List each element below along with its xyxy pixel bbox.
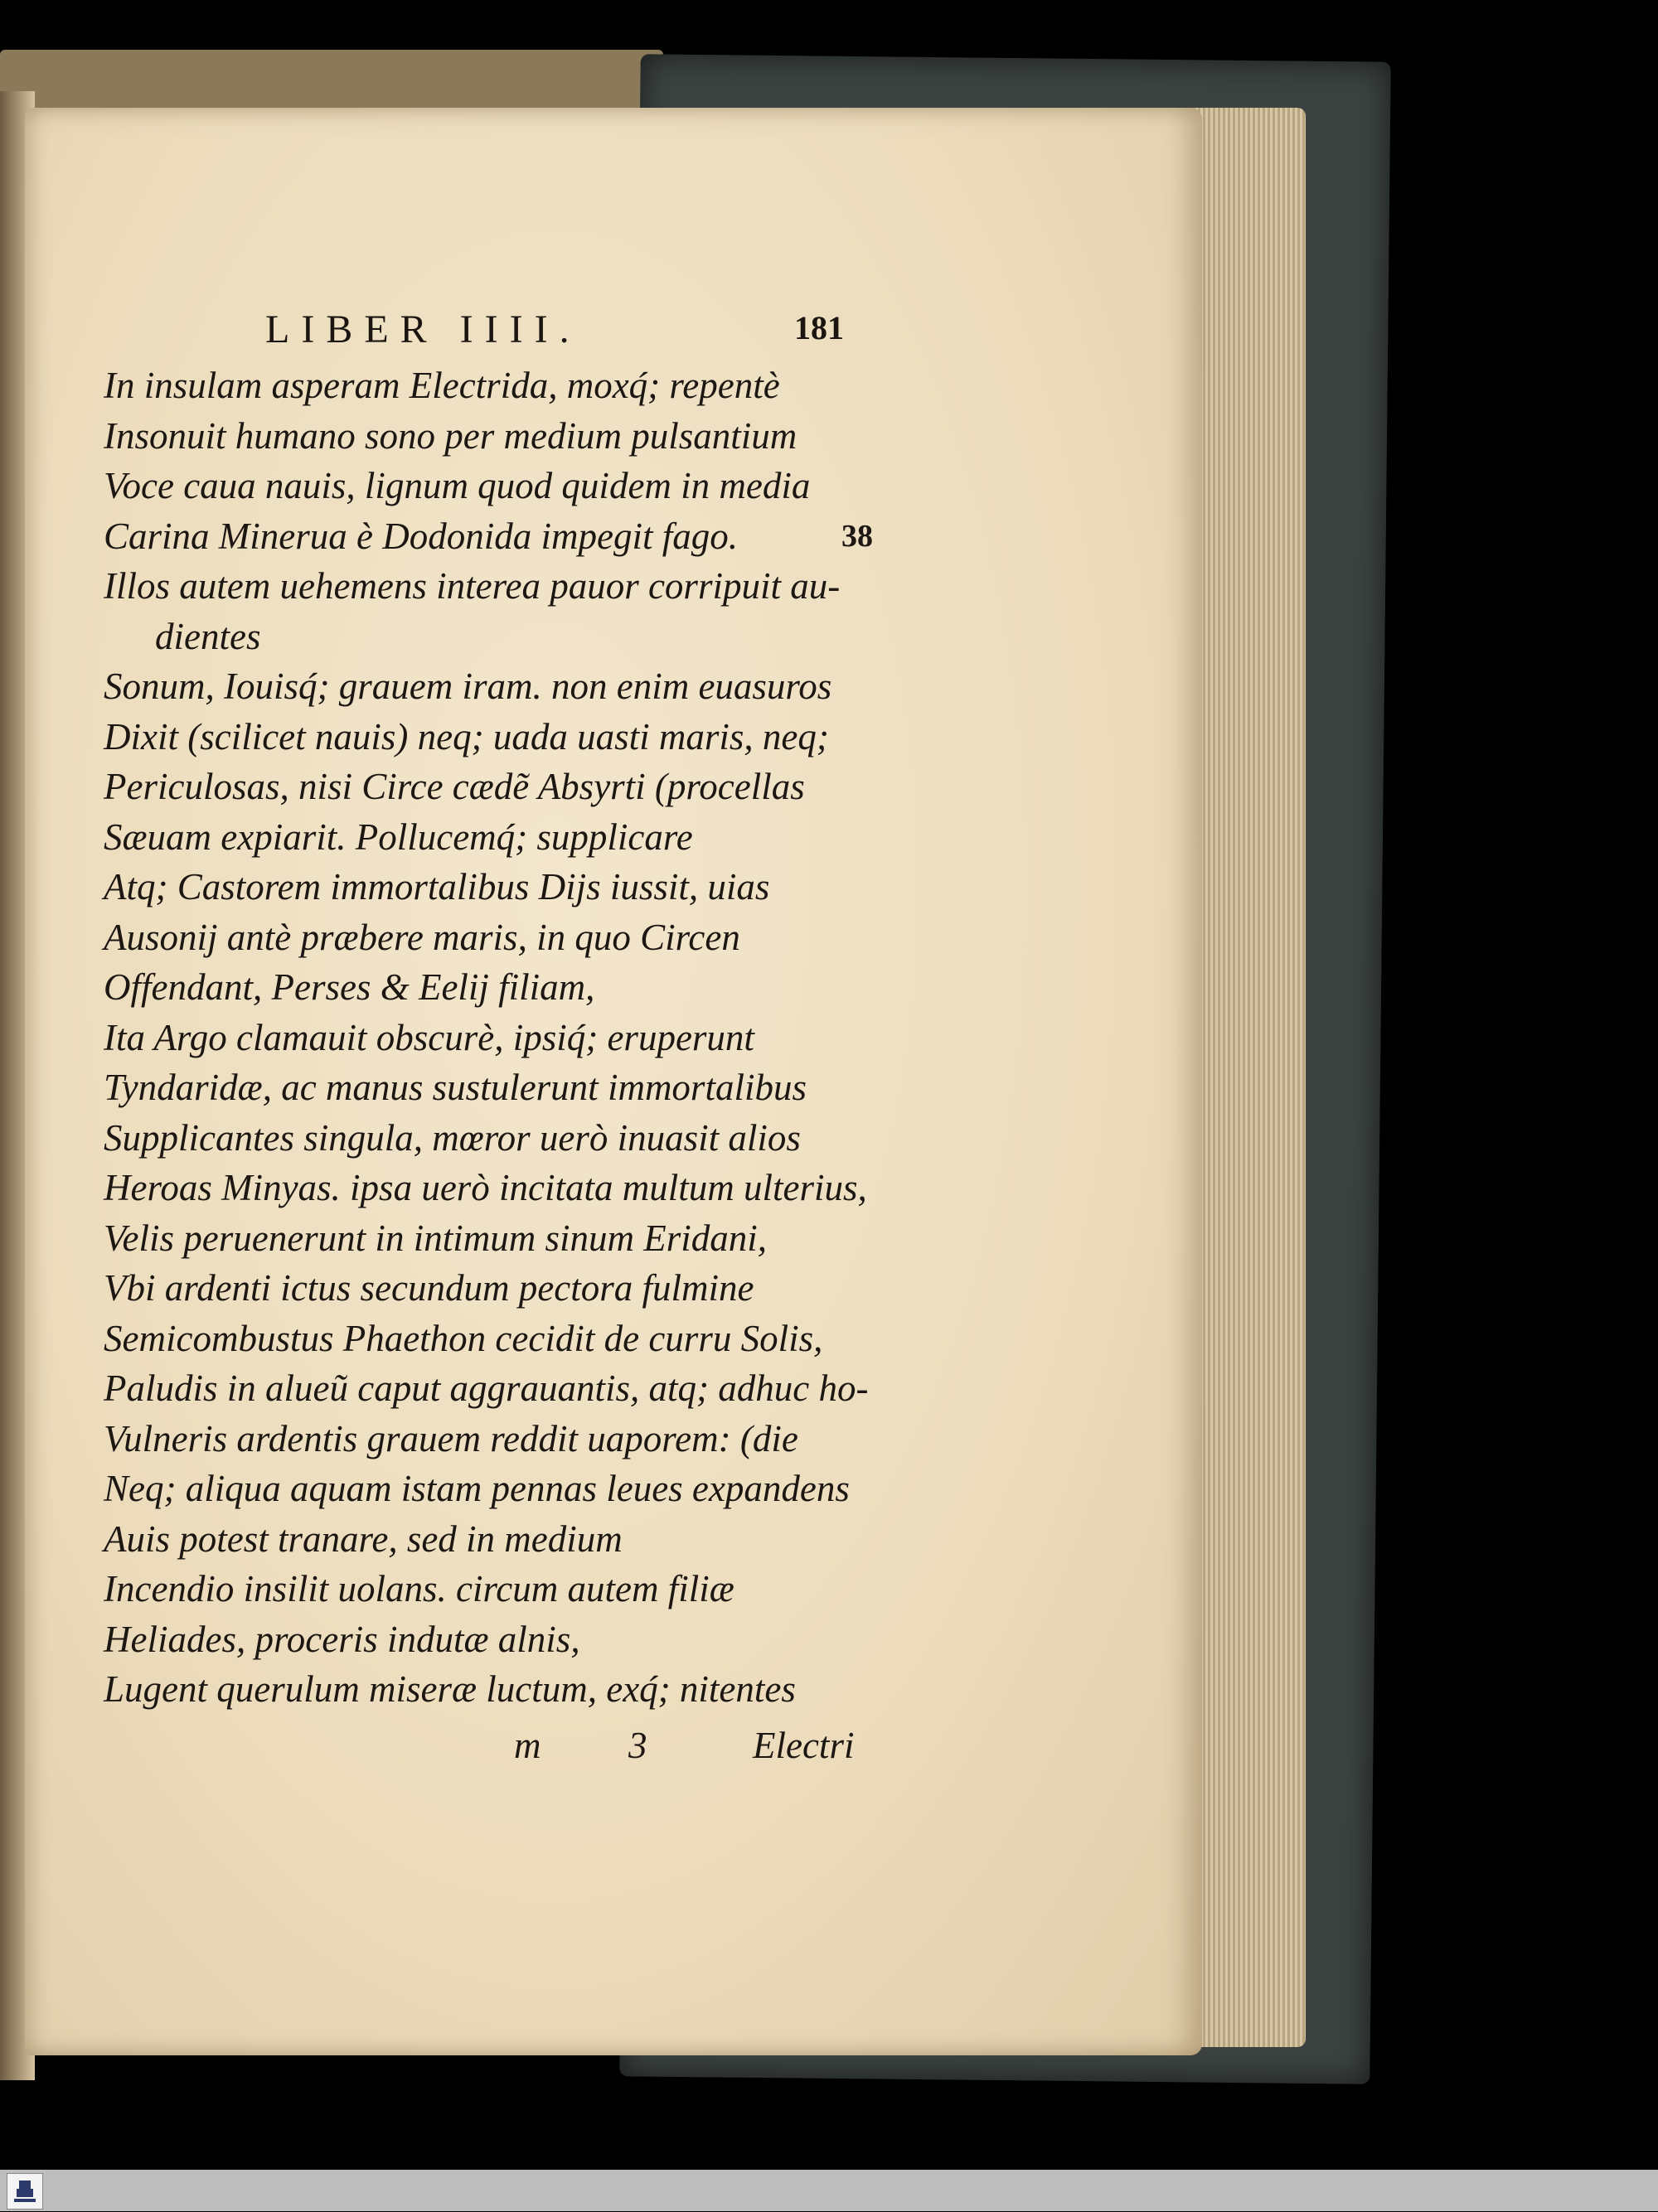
verse-line: Lugent querulum miseræ luctum, exq́; nitentes (104, 1668, 796, 1710)
verse-line: Incendio insilit uolans. circum autem filiæ (104, 1568, 734, 1609)
verse-line: Illos autem uehemens interea pauor corripuit au- (104, 565, 841, 607)
page-header (25, 307, 937, 356)
verse-line: Auis potest tranare, sed in medium (104, 1517, 623, 1560)
verse-line: Ausonij antè præbere maris, in quo Circen (104, 916, 740, 958)
verse-line: Periculosas, nisi Circe cædẽ Absyrti (procellas (104, 766, 805, 807)
verse-line: Sæuam expiarit. Pollucemq́; supplicare (104, 816, 693, 858)
verse-line: Insonuit humano sono per medium pulsantium (104, 414, 797, 457)
verse-line: Atq; Castorem immortalibus Dijs iussit, uias (104, 866, 770, 908)
verse-line: Sonum, Iouisq́; grauem iram. non enim euasuros (104, 666, 832, 707)
verse-line: Semicombustus Phaethon cecidit de curru Solis, (104, 1317, 823, 1359)
verse-line: Ita Argo clamauit obscurè, ipsiq́; eruperunt (104, 1016, 754, 1058)
verse-line: Heroas Minyas. ipsa uerò incitata multum ulterius, (104, 1167, 867, 1208)
signature-mark-number: 3 (628, 1725, 647, 1766)
book-cover-top-edge (0, 50, 663, 108)
verse-line: Neq; aliqua aquam istam pennas leues expandens (104, 1468, 850, 1509)
library-logo-icon (7, 2173, 43, 2210)
verse-line: dientes (155, 615, 261, 657)
running-title: LIBER IIII. (265, 307, 581, 351)
viewer-bottom-bar (0, 2170, 1658, 2211)
catchword: Electri (753, 1725, 855, 1766)
verse-line-number: 38 (841, 519, 873, 554)
verse-line: Velis peruenerunt in intimum sinum Eridani, (104, 1217, 767, 1259)
verse-line: Offendant, Perses & Eelij filiam, (104, 966, 595, 1008)
verse-line: Tyndaridæ, ac manus sustulerunt immortalibus (104, 1067, 807, 1108)
verse-line: Paludis in alueũ caput aggrauantis, atq; adhuc ho- (104, 1367, 869, 1409)
verse-line: Heliades, proceris indutæ alnis, (104, 1618, 580, 1660)
verse-text (104, 361, 891, 1715)
verse-line: Dixit (scilicet nauis) neq; uada uasti maris, neq; (104, 715, 829, 758)
book-page (25, 108, 1202, 2055)
verse-line: In insulam asperam Electrida, moxq́; repentè (104, 365, 780, 406)
signature-mark-letter: m (514, 1725, 541, 1766)
verse-line: Carina Minerua è Dodonida impegit fago. (104, 515, 738, 557)
folio-number: 181 (794, 309, 844, 346)
verse-line: Vulneris ardentis grauem reddit uaporem: (die (104, 1417, 798, 1459)
verse-line: Voce caua nauis, lignum quod quidem in media (104, 465, 811, 506)
verse-line: Vbi ardenti ictus secundum pectora fulmine (104, 1267, 754, 1309)
verse-line: Supplicantes singula, mœror uerò inuasit alios (104, 1116, 801, 1159)
